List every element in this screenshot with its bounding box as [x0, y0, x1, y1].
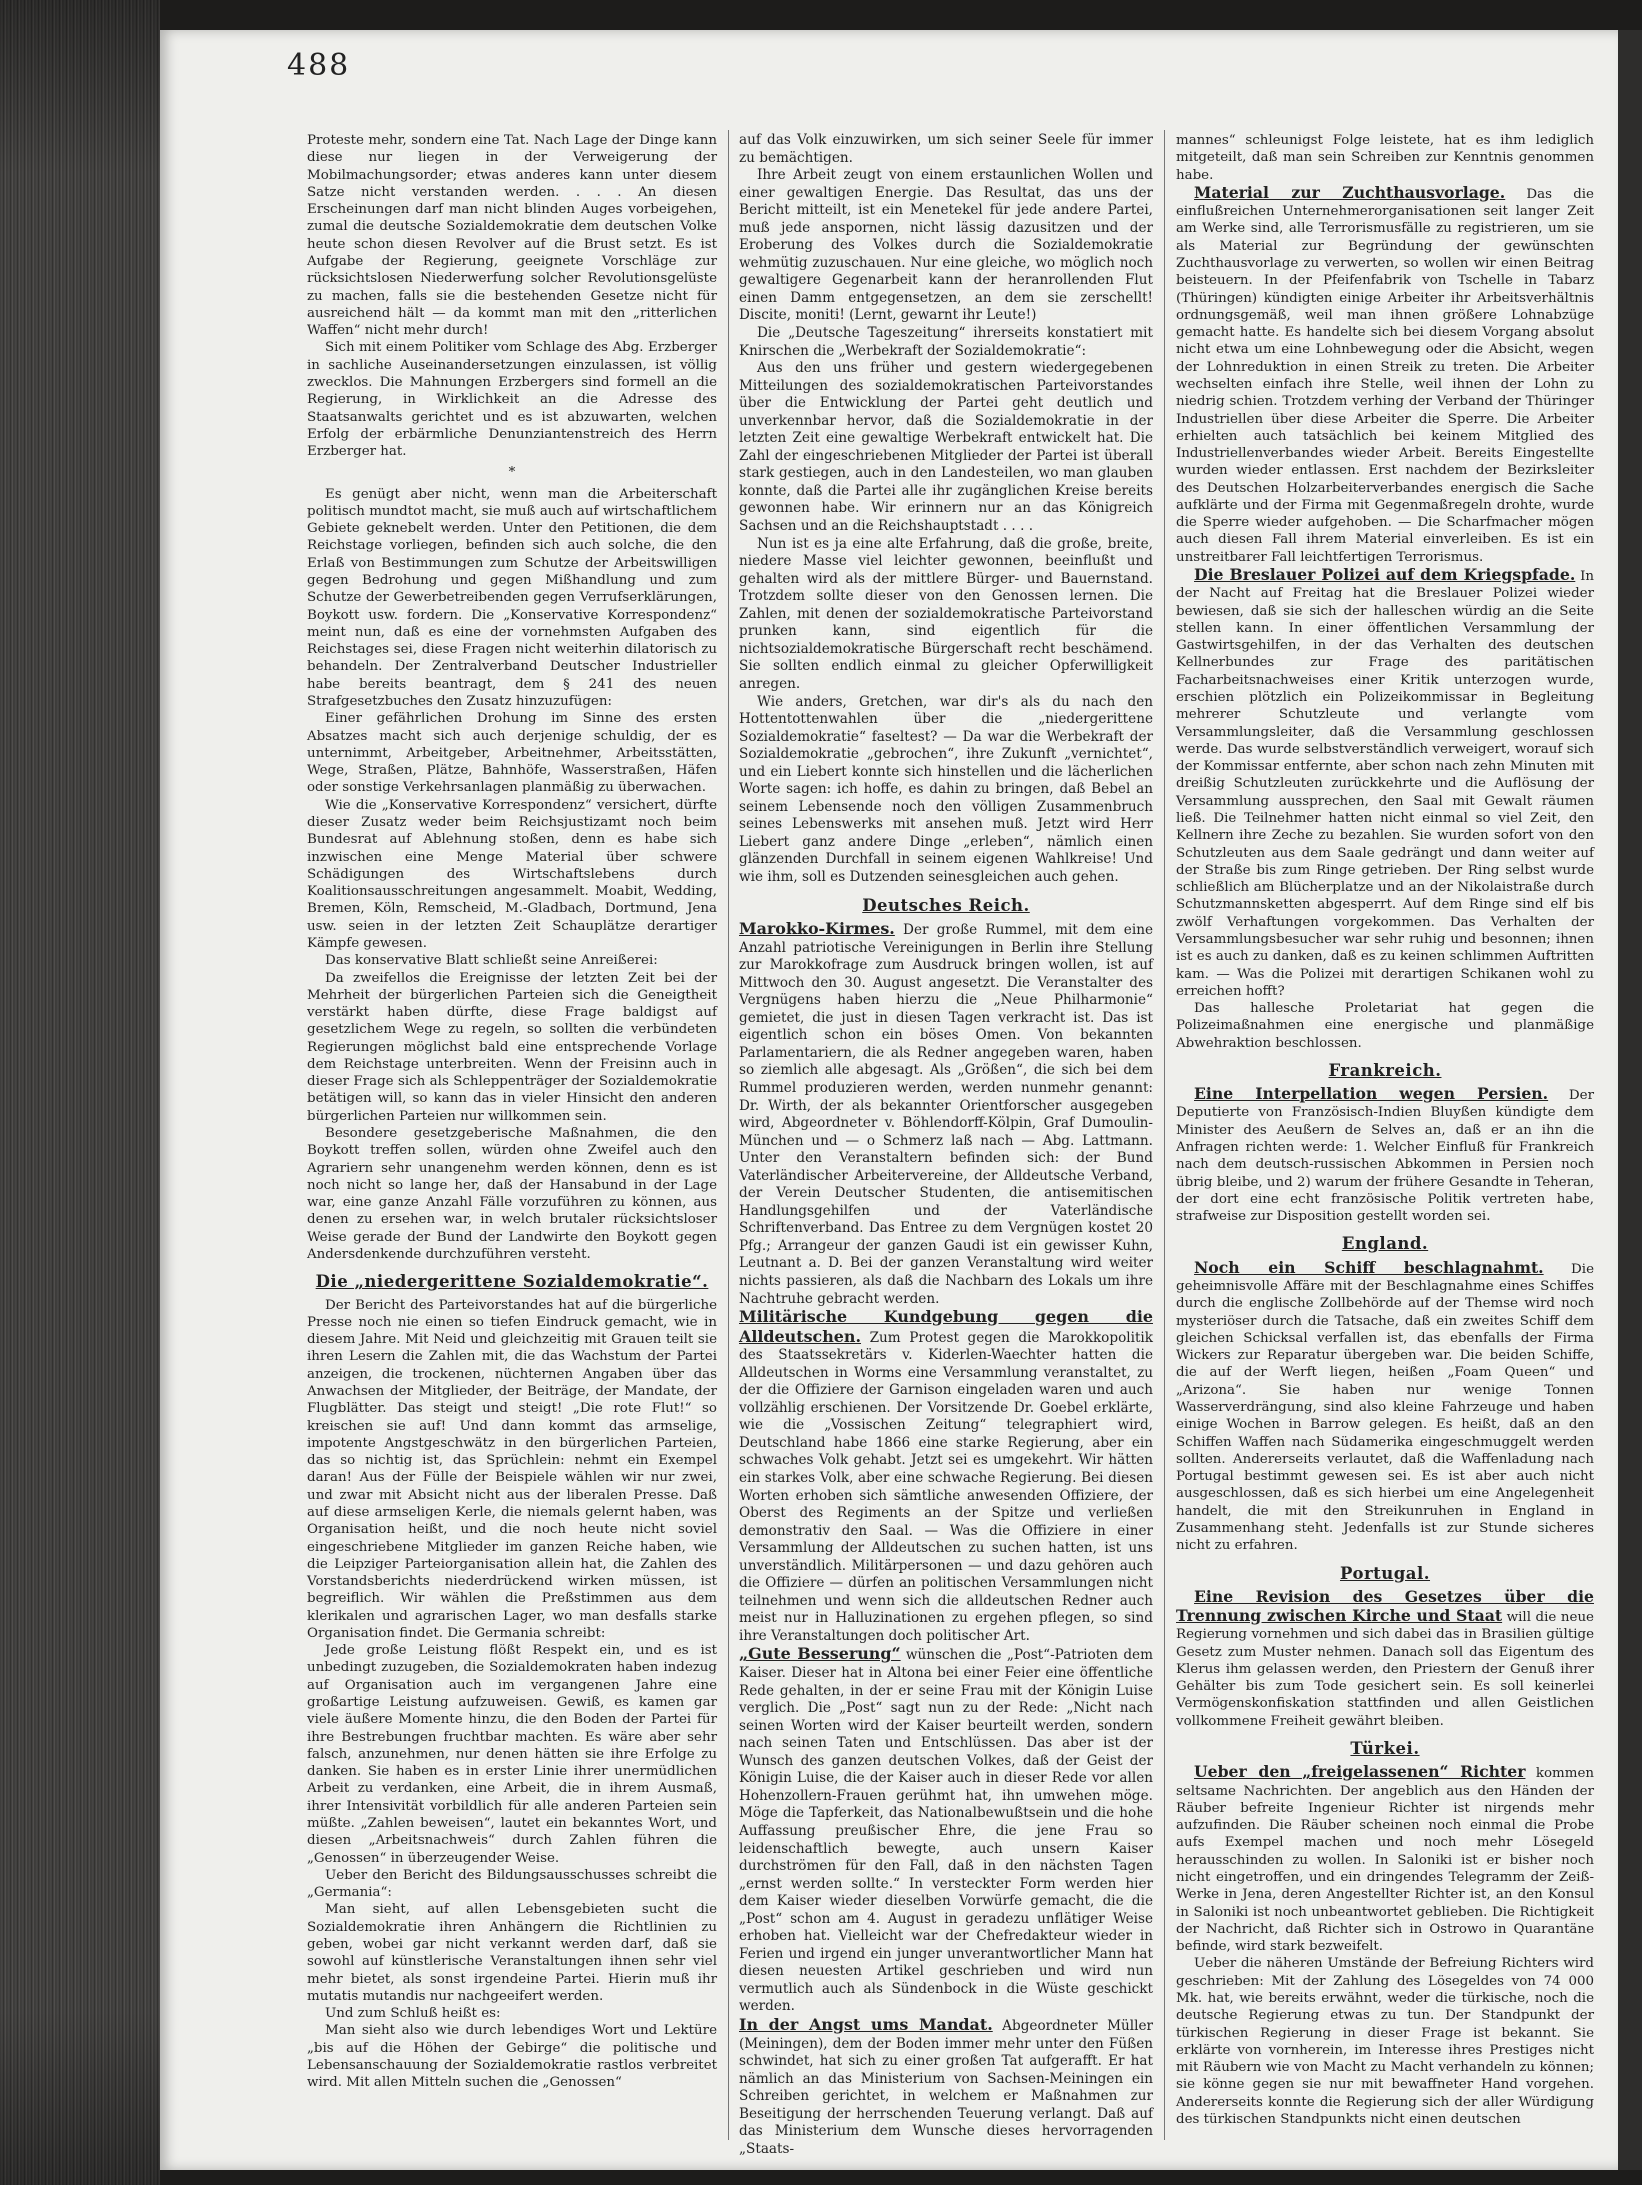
- paragraph-text: auf das Volk einzuwirken, um sich seiner Seele für immer zu bemächtigen.: [739, 132, 1153, 166]
- paragraph-text: mannes“ schleunigst Folge leistete, hat es ihm lediglich mitgeteilt, daß man sein Schreiben zur Kenntnis genommen habe.: [1176, 133, 1594, 183]
- section-heading: Türkei.: [1350, 1739, 1420, 1759]
- article-paragraph: [1176, 1000, 1594, 1052]
- column-1: [307, 132, 717, 2092]
- paragraph-text: In der Nacht auf Freitag hat die Breslauer Polizei wieder bewiesen, daß sie sich der halleschen würdig an die Seite stellen kann. In einer öffentlichen Versammlung der Gastwirtsgehilfen, in der das Verhalten des deutschen Kellnerbundes zur Frage des paritätischen Facharbeitsnachweises einer Kritik unterzogen wurde, erschien plötzlich ein Polizeikommissar in Begleitung mehrerer Schutzleute und verlangte vom Versammlungsleiter, daß die Versammlung geschlossen werde. Das wurde selbstverständlich verweigert, worauf sich der Kommissar entfernte, aber schon nach zehn Minuten mit dreißig Schutzleuten zurückkehrte und die Auflösung der Versammlung aussprechen, den Saal mit Gewalt räumen ließ. Die Teilnehmer hatten nicht einmal so viel Zeit, den Kellnern ihre Zeche zu bezahlen. Sie wurden sofort von den Schutzleuten aus dem Saale gedrängt und dann weiter auf der Straße bis zum Ringe getrieben. Der Ring selbst wurde schließlich am Blücherplatze und an der Nikolaistraße durch Schutzmannsketten abgesperrt. Auf dem Ringe sind elf bis zwölf Verhaftungen vorgekommen. Das Verhalten der Versammlungsbesucher war sehr ruhig und besonnen; ihnen ist es auch zu danken, daß es zu keinen schlimmen Auftritten kam. — Was die Polizei mit derartigen Schikanen wohl zu erreichen hofft?: [1176, 569, 1595, 999]
- article-paragraph: [739, 132, 1153, 167]
- article-paragraph: [739, 694, 1153, 887]
- article-paragraph: [739, 325, 1153, 360]
- section-heading: Die „niedergerittene Sozialdemokratie“.: [315, 1272, 709, 1292]
- article-paragraph: [739, 1645, 1153, 2015]
- article-headline: Material zur Zuchthausvorlage.: [1194, 182, 1506, 202]
- paragraph-text: Besondere gesetzgeberische Maßnahmen, die den Boykott treffen sollen, würden ohne Zweifel auch den Agrariern sehr unangenehm werden können, denn es ist noch nicht so lange her, daß der Hansabund in der Lage war, eine ganze Anzahl Fälle vorzuführen zu können, aus denen zu ersehen war, in welch brutaler rücksichtsloser Weise gerade der Bund der Landwirte den Boykott gegen Andersdenkende durchzuführen versteht.: [307, 1126, 717, 1262]
- paragraph-text: Abgeordneter Müller (Meiningen), dem der Boden immer mehr unter den Füßen schwindet, hat sich zu einer großen Tat aufgerafft. Er hat nämlich an das Ministerium von Sachsen-Meiningen ein Schreiben gerichtet, in welchem er Maßnahmen zur Beseitigung der herrschenden Teuerung verlangt. Daß auf das Ministerium dem Wunsche dieses hervorragenden „Staats-: [739, 2017, 1153, 2157]
- article-paragraph: [307, 1297, 717, 1643]
- page-number: 488: [287, 48, 351, 83]
- paragraph-text: Das die einflußreichen Unternehmerorganisationen seit langer Zeit am Werke sind, alle Terrorismusfälle zu registrieren, um sie als Material zur Begründung der gewünschten Zuchthausvorlage zu verwerten, so wollen wir einen Beitrag beisteuern. In der Pfeifenfabrik von Tschelle in Tabarz (Thüringen) kündigten einige Arbeiter ihr Arbeitsverhältnis ordnungsgemäß, weil man ihnen größere Lohnabzüge gemacht hatte. Es handelte sich bei diesem Vorgang absolut nicht etwa um eine Lohnbewegung oder die Absicht, wegen der Lohnreduktion in einen Streik zu treten. Die Arbeiter wechselten einfach ihre Stelle, weil ihnen der Lohn zu niedrig schien. Trotzdem verhing der Verband der Thüringer Industriellen über diese Arbeiter die Sperre. Die Arbeiter erhielten auch tatsächlich bei keinem Mitglied des Industriellenverbandes wieder Arbeit. Bereits Eingestellte wurden wieder entlassen. Erst nachdem der Bezirksleiter des Deutschen Holzarbeiterverbandes energisch die Sache aufklärte und der Firma mit Gegenmaßregeln drohte, wurde die Sperre wieder aufgehoben. — Die Scharfmacher mögen auch diesen Fall ihrem Material einverleiben. Es ist ein unstreitbarer Fall leichtfertigen Terrorismus.: [1176, 186, 1594, 565]
- article-headline: Eine Revision des Gesetzes über die Trennung zwischen Kirche und Staat: [1176, 1586, 1594, 1626]
- asterisk-separator: *: [508, 465, 516, 481]
- paragraph-text: Das konservative Blatt schließt seine Anreißerei:: [325, 953, 658, 969]
- article-paragraph: [307, 1901, 717, 2005]
- paragraph-text: Wie anders, Gretchen, war dir's als du nach den Hottentottenwahlen über die „niedergerittene Sozialdemokratie“ faseltest? — Da war die Werbekraft der Sozialdemokratie „gebrochen“, ihre Zukunft „vernichtet“, und ein Liebert konnte sich hinstellen und die lächerlichen Worte sagen: ich hoffe, es dahin zu bringen, daß Bebel an seinem Lebensende noch den völligen Zusammenbruch seines Lebenswerks mit ansehen muß. Jetzt wird Herr Liebert ganz andere Dinge „erleben“, nämlich einen glänzenden Durchfall in seinem eigenen Wahlkreise! Und wie ihm, soll es Dutzenden seinesgleichen auch gehen.: [739, 693, 1153, 885]
- article-paragraph: [739, 167, 1153, 325]
- paragraph-text: Jede große Leistung flößt Respekt ein, und es ist unbedingt zuzugeben, die Sozialdemokraten haben indezug auf Organisation auch im vergangenen Jahre eine großartige Leistung aufzuweisen. Gewiß, es kamen gar viele äußere Momente hinzu, die den Boden der Partei für ihre Bestrebungen fruchtbar machten. Es wäre aber sehr falsch, anzunehmen, nur denen hätten sie ihre Erfolge zu danken. Sie haben es in erster Linie ihrer unermüdlichen Arbeit zu verdanken, eine Arbeit, die in ihrem Ausmaß, ihrer Intensivität vorbildlich für alle anderen Parteien sein müßte. „Zahlen beweisen“, lautet ein bekanntes Wort, und diesen „Arbeitsnachweis“ durch Zahlen führen die „Genossen“ in überzeugender Weise.: [307, 1643, 717, 1866]
- paragraph-text: Der Bericht des Parteivorstandes hat auf die bürgerliche Presse noch nie einen so tiefen Eindruck gemacht, wie in diesem Jahre. Mit Neid und gleichzeitig mit Grauen teilt sie ihren Lesern die Zahlen mit, die das Wachstum der Partei anzeigen, die trockenen, nüchternen Angaben über das Anwachsen der Mitglieder, der Beiträge, der Mandate, der Flugblätter. Das steigt und steigt! „Die rote Flut!“ so kreischen sie auf! Und dann kommt das armselige, impotente Angstgeschwätz in den bürgerlichen Parteien, das so nichtig ist, das Sprüchlein: nehmt ein Exempel daran! Aus der Fülle der Beispiele wählen wir nur zwei, und zwar mit Absicht nicht aus der liberalen Presse. Daß auf diese armseligen Kerle, die niemals gelernt haben, was Organisation heißt, und die noch heute nicht soviel eingeschriebene Mitglieder im ganzen Reiche haben, wie die Leipziger Parteiorganisation allein hat, die Zahlen des Vorstandsberichts niederdrückend wirken müssen, ist begreiflich. Wir wählen die Preßstimmen aus dem klerikalen und agrarischen Lager, wo man desfalls starke Organisation findet. Die Germania schreibt:: [307, 1297, 717, 1641]
- article-paragraph: [1176, 1085, 1594, 1225]
- article-headline: Eine Interpellation wegen Persien.: [1194, 1084, 1549, 1104]
- paragraph-text: Zum Protest gegen die Marokkopolitik des Staatssekretärs v. Kiderlen-Waechter hatten die Alldeutschen in Worms eine Versammlung veranstaltet, zu der die Offiziere der Garnison eingeladen waren und auch vollzählig erschienen. Der Vorsitzende Dr. Goebel erklärte, wie die „Vossischen Zeitung“ telegraphiert wird, Deutschland habe 1866 eine starke Regierung, aber ein schwaches Volk gehabt. Jetzt sei es umgekehrt. Wir hätten ein starkes Volk, aber eine schwache Regierung. Bei diesen Worten erhoben sich sämtliche anwesenden Offiziere, der Oberst des Regiments an der Spitze und verließen demonstrativ den Saal. — Was die Offiziere in einer Versammlung der Alldeutschen zu suchen hatten, ist uns unverständlich. Militärpersonen — und dazu gehören auch die Offiziere — dürfen an politischen Versammlungen nicht teilnehmen und wenn sich die alldeutschen Redner auch meist nur in Halluzinationen zu ergehen pflegen, so sind ihre Veranstaltungen doch politischer Art.: [739, 1329, 1153, 1644]
- paragraph-text: Ueber den Bericht des Bildungsausschusses schreibt die „Germania“:: [307, 1867, 717, 1901]
- paragraph-text: kommen seltsame Nachrichten. Der angeblich aus den Händen der Räuber befreite Ingenieur Richter ist nirgends mehr aufzufinden. Die Räuber scheinen noch einmal die Probe aufs Exempel machen und noch mehr Lösegeld herausschinden zu wollen. In Saloniki ist er bisher noch nicht eingetroffen, und ein dringendes Telegramm der Zeiß-Werke in Jena, deren Angestellter Richter ist, an den Konsul in Saloniki ist noch unbeantwortet geblieben. Die Richtigkeit der Nachricht, daß Richter sich in Ostrowo in Quarantäne befinde, wird stark bezweifelt.: [1176, 1766, 1594, 1955]
- paragraph-text: Die geheimnisvolle Affäre mit der Beschlagnahme eines Schiffes durch die englische Zollbehörde auf der Themse wird noch mysteriöser durch die Tatsache, daß ein zweites Schiff dem gleichen Schicksal verfallen ist, das ebenfalls der Firma Wickers zur Reparatur übergeben war. Die beiden Schiffe, die auf der Werft liegen, heißen „Foam Queen“ und „Arizona“. Sie haben nur wenige Tonnen Wasserverdrängung, sind also kleine Fahrzeuge und haben einige Wochen in Barrow gelegen. Es heißt, daß an den Schiffen Waffen nach Südamerika eingeschmuggelt werden sollten. Andererseits verlautet, daß die Waffenladung nach Portugal bestimmt gewesen sei. Es ist aber auch nicht ausgeschlossen, daß es sich hierbei um eine Angelegenheit handelt, die mit den Streikunruhen in England in Zusammenhang steht. Jedenfalls ist zur Stunde sicheres nicht zu erfahren.: [1176, 1261, 1594, 1554]
- article-paragraph: [307, 970, 717, 1126]
- article-headline: Militärische Kundgebung gegen die Alldeutschen.: [739, 1307, 1153, 1346]
- article-paragraph: [739, 2016, 1153, 2158]
- column-2: [739, 132, 1153, 2158]
- article-paragraph: [307, 132, 717, 339]
- article-paragraph: [307, 1867, 717, 1902]
- article-paragraph: [739, 536, 1153, 694]
- article-paragraph: [739, 920, 1153, 1308]
- paragraph-text: Wie die „Konservative Korrespondenz“ versichert, dürfte dieser Zusatz weder beim Reichsjustizamt noch beim Bundesrat auf Ablehnung stoßen, denn es habe sich inzwischen eine Menge Material über schwere Schädigungen des Wirtschaftslebens durch Koalitionsausschreitungen angesammelt. Moabit, Wedding, Bremen, Köln, Remscheid, M.-Gladbach, Dortmund, Jena usw. seien in der letzten Zeit Schauplätze derartiger Kämpfe gewesen.: [307, 797, 717, 951]
- paragraph-text: Der Deputierte von Französisch-Indien Bluyßen kündigte dem Minister des Aeußern de Selves an, daß er an ihn die Anfragen richten werde: 1. Welcher Einfluß für Frankreich nach dem deutsch-russischen Abkommen in Persien noch übrig bleibe, und 2) warum der frühere Gesandte in Teheran, der dort eine echt französische Politik vertreten habe, strafweise zur Disposition gestellt worden sei.: [1176, 1088, 1594, 1225]
- paragraph-text: wünschen die „Post“-Patrioten dem Kaiser. Dieser hat in Altona bei einer Feier eine öffentliche Rede gehalten, in der er seine Frau mit der Königin Luise verglich. Die „Post“ sagt nun zu der Rede: „Nicht nach seinen Worten wird der Kaiser beurteilt werden, sondern nach seinen Taten und Entschlüssen. Das aber ist der Wunsch des ganzen deutschen Volkes, daß der Geist der Königin Luise, die der Kaiser auch in dieser Rede vor allen Hohenzollern-Frauen gerühmt hat, ihn umwehen möge. Möge die Tapferkeit, das Nationalbewußtsein und die hohe Auffassung preußischer Ehre, die jene Frau so leidenschaftlich bewegte, auch unsern Kaiser durchströmen für den Fall, daß in den nächsten Tagen „ernst werden sollte.“ In versteckter Form werden hier dem Kaiser wieder dieselben Vorwürfe gemacht, die die „Post“ schon am 4. August in geradezu unflätiger Weise erhoben hat. Vielleicht war der Chefredakteur wieder in Ferien und irgend ein junger unverantwortlicher Mann hat diesen neuesten Artikel geschrieben und wird nun vermutlich auch als Sündenbock in die Wüste geschickt werden.: [739, 1647, 1153, 2015]
- page-right-edge: [1618, 30, 1642, 2170]
- paragraph-text: Ihre Arbeit zeugt von einem erstaunlichen Wollen und einer gewaltigen Energie. Das Resultat, das uns der Bericht mitteilt, ist ein Menetekel für jede andere Partei, muß jede anspornen, nicht lässig dazusitzen und der Eroberung des Volkes durch die Sozialdemokratie wehmütig zuzuschauen. Nur eine gleiche, wo möglich noch gewaltigere Gegenarbeit kann der heranrollenden Flut einen Damm entgegensetzen, an dem sie zerschellt! Discite, moniti! (Lernt, gewarnt ihr Leute!): [739, 167, 1153, 324]
- article-paragraph: [739, 1308, 1153, 1645]
- paragraph-text: Aus den uns früher und gestern wiedergegebenen Mitteilungen des sozialdemokratischen Parteivorstandes über die Entwicklung der Partei geht deutlich und unverkennbar hervor, daß die Sozialdemokratie in der letzten Zeit eine gewaltige Werbekraft entwickelt hat. Die Zahl der eingeschriebenen Mitglieder der Partei ist überall stark gestiegen, auch in den Landesteilen, wo man glauben konnte, daß die Partei alle ihr zugänglichen Kreise bereits gewonnen habe. Wir erinnern nur an das Königreich Sachsen und an die Reichshauptstadt . . . .: [739, 360, 1153, 535]
- article-paragraph: [307, 797, 717, 953]
- paragraph-text: Ueber die näheren Umstände der Befreiung Richters wird geschrieben: Mit der Zahlung des Lösegeldes von 74 000 Mk. hat, wie bereits erwähnt, weder die türkische, noch die deutsche Regierung etwas zu tun. Der Standpunkt der türkischen Regierung in dieser Frage ist bekannt. Sie erklärte von vornherein, im Interesse ihres Prestiges nicht mit Räubern wie von Macht zu Macht verhandeln zu können; sie könne gegen sie nur mit bewaffneter Hand vorgehen. Andererseits konnte die Regierung sich der aller Würdigung des türkischen Standpunkts nicht einen deutschen: [1176, 1956, 1594, 2127]
- article-paragraph: [1176, 566, 1594, 1000]
- paragraph-text: Nun ist es ja eine alte Erfahrung, daß die große, breite, niedere Masse viel leichter gewonnen, beeinflußt und gehalten wird als der mittlere Bürger- und Bauernstand. Trotzdem sollte dieser von den Genossen lernen. Die Zahlen, mit denen der sozialdemokratische Parteivorstand prunken kann, sind eigentlich für die nichtsozialdemokratische Bürgerschaft recht beschämend. Sie sollten endlich einmal zu gleicher Opferwilligkeit anregen.: [739, 535, 1153, 692]
- article-headline: Ueber den „freigelassenen“ Richter: [1194, 1762, 1526, 1782]
- article-paragraph: [1176, 184, 1594, 566]
- paragraph-text: Es genügt aber nicht, wenn man die Arbeiterschaft politisch mundtot macht, sie muß auch auf wirtschaftlichem Gebiete geknebelt werden. Unter den Petitionen, die dem Reichstage vorliegen, befinden sich auch solche, die den Erlaß von Bestimmungen zum Schutze der Arbeitswilligen gegen Bedrohung und gegen Mißhandlung und zum Schutze der Gewerbetreibenden gegen Verrufserklärungen, Boykott usw. fordern. Die „Konservative Korrespondenz“ meint nun, daß es eine der vornehmsten Aufgaben des Reichstages sei, diese Fragen nicht weiterhin dilatorisch zu behandeln. Der Zentralverband Deutscher Industrieller habe bereits beantragt, dem § 241 des neuen Strafgesetzbuches den Zusatz hinzuzufügen:: [307, 486, 717, 709]
- paragraph-text: Sich mit einem Politiker vom Schlage des Abg. Erzberger in sachliche Auseinandersetzungen einzulassen, ist völlig zwecklos. Die Mahnungen Erzbergers sind formell an die Regierung, in Wirklichkeit an die Adresse des Staatsanwalts gerichtet und es ist abzuwarten, welchen Erfolg der erbärmliche Denunziantenstreich des Herrn Erzberger hat.: [307, 340, 717, 460]
- article-headline: „Gute Besserung“: [739, 1644, 901, 1664]
- paragraph-text: Da zweifellos die Ereignisse der letzten Zeit bei der Mehrheit der bürgerlichen Parteien sich die Geneigtheit verstärkt haben dürfte, diese Frage baldigst auf gesetzlichem Wege zu regeln, so sollten die verbündeten Regierungen möglichst bald eine entsprechende Vorlage dem Reichstage unterbreiten. Wenn der Freisinn auch in dieser Frage sich als Schleppenträger der Sozialdemokratie betätigen will, so kann das in vieler Hinsicht den anderen bürgerlichen Parteien nur willkommen sein.: [307, 970, 717, 1124]
- paragraph-text: Einer gefährlichen Drohung im Sinne des ersten Absatzes macht sich auch derjenige schuldig, der es unternimmt, Arbeitgeber, Arbeitnehmer, Arbeitsstätten, Wege, Straßen, Plätze, Bahnhöfe, Wasserstraßen, Häfen oder sonstige Verkehrsanlagen planmäßig zu überwachen.: [307, 711, 717, 796]
- article-paragraph: [739, 360, 1153, 535]
- paragraph-text: Man sieht also wie durch lebendiges Wort und Lektüre „bis auf die Höhen der Gebirge“ die politische und Lebensanschauung der Sozialdemokratie rastlos verbreitet wird. Mit allen Mitteln suchen die „Genossen“: [307, 2023, 717, 2091]
- article-paragraph: [1176, 1259, 1594, 1555]
- article-paragraph: [1176, 1763, 1594, 1955]
- column-3: [1176, 132, 1594, 2128]
- section-heading: Deutsches Reich.: [862, 895, 1030, 915]
- article-paragraph: [307, 710, 717, 796]
- section-heading: Portugal.: [1339, 1563, 1431, 1583]
- paragraph-text: Und zum Schluß heißt es:: [325, 2006, 501, 2022]
- article-paragraph: [307, 486, 717, 711]
- article-paragraph: [1176, 1588, 1594, 1730]
- paragraph-text: Die „Deutsche Tageszeitung“ ihrerseits konstatiert mit Knirschen die „Werbekraft der Sozialdemokratie“:: [739, 325, 1153, 359]
- article-paragraph: [307, 1125, 717, 1263]
- article-paragraph: [1176, 1955, 1594, 2128]
- paragraph-text: Man sieht, auf allen Lebensgebieten sucht die Sozialdemokratie ihren Anhängern die Richtlinien zu geben, wobei gar nicht verkannt werden darf, daß sie sowohl auf künstlerische Veranstaltungen ihnen sehr viel mehr bietet, als sonst irgendeine Partei. Hierin muß ihr mutatis mutandis nur nachgeeifert werden.: [307, 1902, 717, 2004]
- article-headline: In der Angst ums Mandat.: [739, 2014, 993, 2034]
- article-headline: Die Breslauer Polizei auf dem Kriegspfade.: [1194, 565, 1576, 585]
- article-paragraph: [307, 952, 717, 969]
- column-rule: [1164, 130, 1165, 2140]
- paragraph-text: Proteste mehr, sondern eine Tat. Nach Lage der Dinge kann diese nur liegen in der Verweigerung der Mobilmachungsorder; etwas anderes kann unter diesem Satze nicht verstanden werden. . . . An diesen Erscheinungen darf man nicht blinden Auges vorbeigehen, zumal die deutsche Sozialdemokratie dem deutschen Volke heute schon diesen Revolver auf die Brust setzt. Es ist Aufgabe der Regierung, geeignete Vorschläge zur rücksichtslosen Niederwerfung solcher Revolutionsgelüste zu machen, falls sie die bestehenden Gesetze nicht für ausreichend hält — da kommt man mit den „ritterlichen Waffen“ nicht mehr durch!: [307, 133, 717, 339]
- article-headline: Marokko-Kirmes.: [739, 919, 895, 939]
- article-headline: Noch ein Schiff beschlagnahmt.: [1194, 1257, 1544, 1277]
- column-rule: [728, 130, 729, 2140]
- section-heading: Frankreich.: [1328, 1060, 1442, 1080]
- paragraph-text: will die neue Regierung vornehmen und sich dabei das in Brasilien gültige Gesetz zum Muster nehmen. Danach soll das Eigentum des Klerus ihm gelassen werden, den Priestern der Genuß ihrer Gehälter bis zum Tode gesichert sein. Es soll keinerlei Vermögenskonfiskation stattfinden und allen Geistlichen vollkommene Freiheit gewährt bleiben.: [1176, 1610, 1594, 1729]
- article-paragraph: [307, 2022, 717, 2091]
- article-paragraph: [1176, 132, 1594, 184]
- article-paragraph: [307, 2005, 717, 2022]
- section-heading: England.: [1341, 1234, 1429, 1254]
- paragraph-text: Das hallesche Proletariat hat gegen die Polizeimaßnahmen eine energische und planmäßige Abwehraktion beschlossen.: [1176, 1001, 1594, 1051]
- article-paragraph: [307, 1642, 717, 1867]
- book-binding-edge: [0, 0, 160, 2185]
- paragraph-text: Der große Rummel, mit dem eine Anzahl patriotische Vereinigungen in Berlin ihre Stellung zur Marokkofrage zum Ausdruck bringen wollen, ist auf Mittwoch den 30. August angesetzt. Die Veranstalter des Vergnügens haben hierzu die „Neue Philharmonie“ gemietet, die just in diesen Tagen verkracht ist. Das ist eigentlich schon ein böses Omen. Von bekannten Parlamentariern, die als Redner angegeben waren, haben so ziemlich alle abgesagt. Als „Größen“, die sich bei dem Rummel produzieren werden, werden nunmehr genannt: Dr. Wirth, der als bekannter Orientforscher ausgegeben wird, Abgeordneter v. Böhlendorff-Kölpin, Graf Dumoulin-München und — o Schmerz laß nach — Abg. Lattmann. Unter den Veranstaltern befinden sich: der Bund Vaterländischer Arbeitervereine, der Alldeutsche Verband, der Verein Deutscher Studenten, die antisemitischen Handlungsgehilfen und der Vaterländische Schriftenverband. Das Entree zu dem Vergnügen kostet 20 Pfg.; Arrangeur der ganzen Gaudi ist ein gewisser Kuhn, Leutnant a. D. Bei der ganzen Veranstaltung wird weiter nichts passieren, als daß die Nachbarn des Lokals um ihre Nachtruhe gebracht werden.: [739, 922, 1153, 1307]
- article-paragraph: [307, 339, 717, 460]
